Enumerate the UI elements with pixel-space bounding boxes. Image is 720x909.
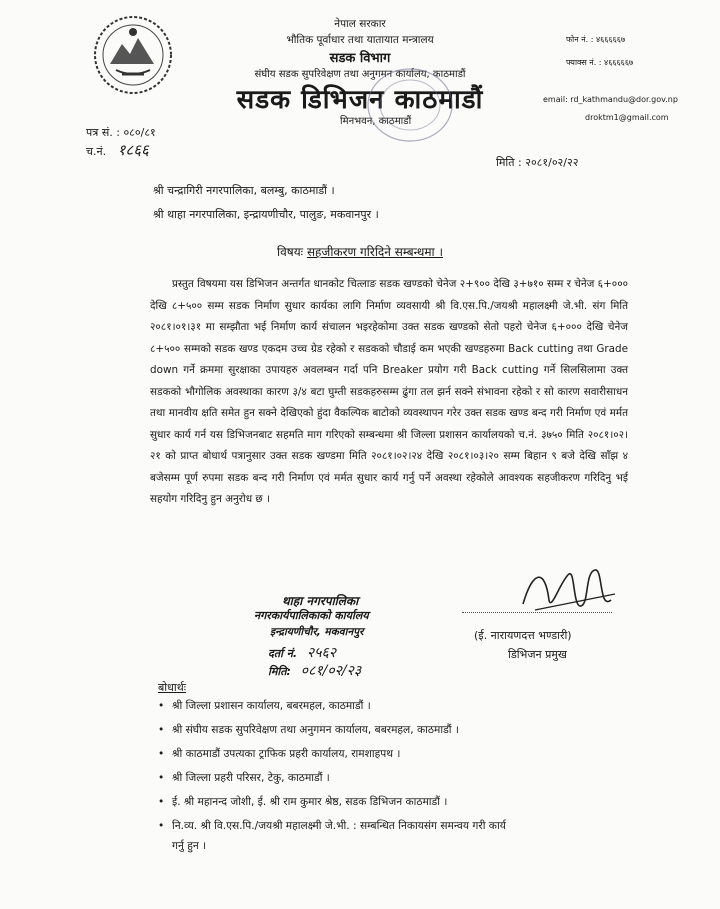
cc-item: • श्री संघीय सडक सुपरिवेक्षण तथा अनुगमन कार्यालय, बबरमहल, काठमाडौं । [158,724,459,736]
cc-item-continuation: गर्नु हुन । [172,840,207,852]
office-round-stamp [360,60,460,150]
header-ministry: भौतिक पूर्वाधार तथा यातायात मन्त्रालय [286,34,434,46]
letter-date: मिति : २०८१/०२/२२ [496,156,579,169]
cc-label: बोधार्थः [158,681,186,694]
stamp-office: नगरकार्यपालिकाको कार्यालय [254,609,369,622]
phone-number: फोन नं. : ४६६६६६७ [566,35,626,44]
email-primary: email: rd_kathmandu@dor.gov.np [543,95,678,104]
email-secondary: droktm1@gmail.com [585,113,669,122]
stamp-darta [268,643,336,662]
cc-item: • श्री जिल्ला प्रशासन कार्यालय, बबरमहल, काठमाडौं । [158,700,371,712]
bullet-icon: • [158,700,165,712]
darta-label: दर्ता नं. [268,647,298,660]
cc-item: • नि.व्य. श्री वि.एस.पि./जयश्री महालक्ष्मी जे.भी. : सम्बन्धित निकायसंग समन्वय गरी कार्य [158,820,506,832]
bullet-icon: • [158,796,165,808]
subject-line [0,243,720,260]
bullet-icon: • [158,748,165,760]
miti-value: ०८१/०२/२३ [300,663,362,679]
patra-sankhya: पत्र सं. : ०८०/८१ [86,126,156,139]
bullet-icon: • [158,820,165,832]
header-department: सडक विभाग [329,51,391,66]
chalani-label: च.नं. [86,145,107,158]
stamp-municipality: थाहा नगरपालिका [282,594,359,608]
signatory-title: डिभिजन प्रमुख [508,648,567,661]
stamp-miti [268,661,361,680]
subject-label: विषयः [277,245,304,259]
bullet-icon: • [158,772,165,784]
darta-value: २५६२ [306,645,337,661]
signature-line [462,612,612,613]
header-government: नेपाल सरकार [334,18,386,30]
header-location: मिनभवन, काठमाडौं [340,116,412,127]
government-emblem-icon [92,14,174,96]
recipient-1: श्री चन्द्रागिरी नगरपालिका, बलम्बु, काठमाडौं । [153,184,335,197]
recipient-2: श्री थाहा नगरपालिका, इन्द्रायणीचौर, पालुङ, मकवानपुर । [153,208,379,221]
chalani-value: १८६६ [117,141,149,159]
miti-label: मिति: [268,665,291,678]
signature-scribble [515,560,625,620]
letter-body: प्रस्तुत विषयमा यस डिभिजन अन्तर्गत धानकोट चित्लाङ सडक खण्डको चेनेज २+९०० देखि ३+७१० सम्म र चेनेज ६+००० देखि ८+५०० सम्म सडक निर्माण सुधार कार्यका लागि निर्माण व्यवसायी श्री वि.एस.पि./जयश्री महालक्ष्मी जे.भी. संग मिति २०८१।०१।३१ मा सम्झौता भई निर्माण कार्य संचालन भइरहेकोमा उक्त सडक खण्डको सेतो पहरो चेनेज ६+००० देखि चेनेज ८+५०० सम्मको सडक खण्ड एकदम उच्च ग्रेड रहेको र सडकको चौडाई कम भएकी खण्डहरुमा Back cutting तथा Grade down गर्ने क्रममा सुरक्षाका उपायहरु अवलम्बन गर्दा पनि Breaker प्रयोग गरी Back cutting गर्ने सिलसिलामा उक्त सडकको भौगोलिक अवस्थाका कारण ३/४ बटा घुम्ती सडकहरुसम्म ढुंगा तल झर्न सक्ने संभावना रहेको र सो कारण सवारीसाधन तथा मानवीय क्षति समेत हुन सक्ने देखिएको हुंदा वैकल्पिक बाटोको व्यवस्थापन गरेर उक्त सडक खण्ड बन्द गरी निर्माण एवं मर्मत सुधार कार्य गर्न यस डिभिजनबाट सहमति माग गरिएको सम्बन्धमा श्री जिल्ला प्रशासन कार्यालयको च.नं. ३७५० मिति २०८१।०२।२१ को प्राप्त बोधार्थ पत्रानुसार उक्त सडक खण्डमा मिति २०८१।०२।२४ देखि २०८१।०३।२० सम्म बिहान ९ बजे देखि साँझ ४ बजेसम्म पूर्ण रुपमा सडक बन्द गरी निर्माण एवं मर्मत सुधार कार्य गर्नु पर्ने अवस्था रहेकोले आवश्यक सहजीकरण गरिदिनु भई सहयोग गरिदिनु हुन अनुरोध छ । [150,278,628,505]
fax-number: फ्याक्स नं. : ४६६६६६७ [566,58,634,67]
signatory-name: (ई. नारायणदत्त भण्डारी) [474,629,572,642]
cc-item: • ई. श्री महानन्द जोशी, ई. श्री राम कुमार श्रेष्ठ, सडक डिभिजन काठमाडौं । [158,796,448,808]
office-name: सडक डिभिजन काठमाडौं [236,85,484,115]
cc-item: • श्री जिल्ला प्रहरी परिसर, टेकु, काठमाडौं । [158,772,330,784]
header-supervision-office: संघीय सडक सुपरिवेक्षण तथा अनुगमन कार्यालय, काठमाडौं [254,69,466,80]
chalani-number [86,140,149,160]
cc-item: • श्री काठमाडौं उपत्यका ट्राफिक प्रहरी कार्यालय, रामशाहपथ । [158,748,401,760]
subject-text: सहजीकरण गरिदिने सम्बन्धमा । [306,245,443,259]
bullet-icon: • [158,724,165,736]
stamp-address: इन्द्रायणीचौर, मकवानपुर [270,626,364,638]
